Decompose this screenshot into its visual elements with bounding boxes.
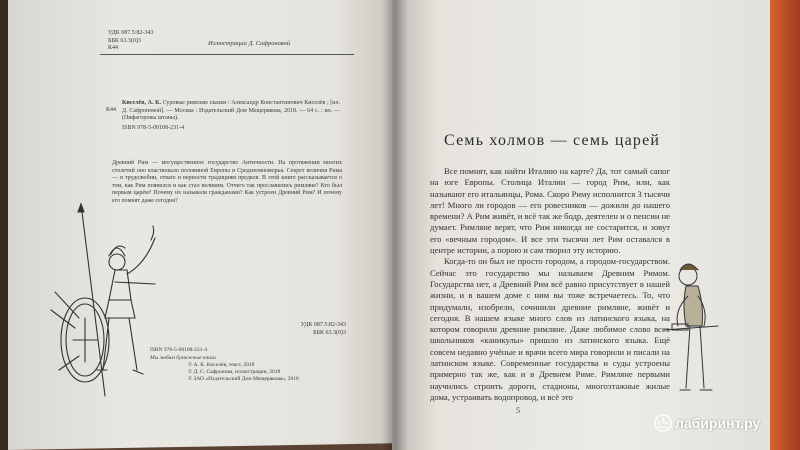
- page-number: 5: [516, 406, 520, 415]
- catalog-text: Суровые римские сказки / Александр Константинович Киселёв ; [ил. Д. Сафроновой]. — Москва : Издательский Дом Мещерякова, 2018. — 64 с. : ил. — (Пифагоровы штаны).: [122, 100, 341, 121]
- labirint-logo-icon: [654, 414, 672, 432]
- udk-line: УДК 087.5:82-343: [300, 322, 346, 328]
- udk-line: УДК 087.5:82-343: [108, 30, 154, 36]
- copyright-line: © А. К. Киселёв, текст, 2018: [188, 362, 255, 368]
- roman-warrior-illustration: [45, 200, 165, 400]
- udk-block-bottom: [276, 322, 346, 337]
- bbk-line: ББК 63.3(0)3: [108, 37, 141, 44]
- body-paragraph: Все помнят, как найти Италию на карте? Да, тот самый сапог на юге Европы. Столица Италии — город Рим, или, как называют его итальянцы, Рома. Скоро Риму исполнится 3 тысячи лет! Много ли городов — его ровесников — дожили до нашего времени? А Рим живёт, и всё так же бодр, деятелен и о пенсии не думает. Римляне верят, что Рим никогда не состарится, и зовут его «вечным городом». И все эти тысячи лет Рим оставался в центре истории, а порою и сам творил эту историю.: [430, 166, 670, 256]
- boy-illustration: [658, 250, 728, 400]
- bbk-line: ББК 63.3(0)3: [313, 329, 346, 336]
- catalog-code: К44: [106, 107, 117, 113]
- watermark: [654, 414, 760, 432]
- chapter-body: [430, 166, 670, 403]
- isbn-line: ISBN 978-5-00108-231-4: [150, 347, 207, 353]
- isbn-block: [150, 347, 270, 362]
- watermark-text: лабиринт.ру: [675, 415, 761, 431]
- book-gutter: [382, 0, 408, 450]
- catalog-record: [106, 100, 341, 132]
- illustrator-credit: Иллюстрации Д. Сафроновой: [208, 40, 291, 47]
- copyright-line: © ЗАО «Издательский Дом Мещерякова», 2018: [188, 376, 299, 382]
- book-annotation: Древний Рим — могущественное государство Античности. На протяжении многих столетий оно властвовало половиной Европы и Средиземноморья. Секрет величия Рима — в трудолюбии, отваге и верности традициям предков. В этой книге рассказывается о том, как Рим появился и как стал великим. Отчего так прославились римляне? Кто был первым царём? Почему их называли гражданами? Как устроен Древний Рим? И почему его помнят даже сегодня?: [112, 160, 342, 204]
- slogan-line: Мы любим бумажные книги: [150, 354, 216, 361]
- catalog-author: Киселёв, А. К.: [122, 100, 161, 106]
- catalog-isbn: ISBN 978-5-00108-231-4: [122, 124, 185, 131]
- chapter-title: Семь холмов — семь царей: [444, 132, 661, 149]
- body-paragraph: Когда-то он был не просто городом, а городом-государством. Сейчас это государство мы называем Древним Римом. Государства нет, а Древний Рим всё равно присутствует в нашей жизни, и в вашем доме с ним вы тоже встречаетесь. То, что придумали, изобрели, сочинили древние римляне, живёт и сегодня. В нашем языке много слов из латинского языка, на котором говорили древние римляне. Даже любимое слово всех школьников «каникулы» пришло из латинского языка. Ещё совсем недавно учёные и врачи всего мира говорили и писали на латинском языке. Современные государства и суды устроены примерно так же, как и в Древнем Риме. Римляне первыми научились строить дороги, стадионы, многоэтажные жилые дома, устраивать водопровод, и всё это: [430, 256, 670, 402]
- author-mark-line: К44: [108, 45, 119, 51]
- divider-line: [100, 54, 354, 55]
- copyright-block: [188, 362, 358, 383]
- copyright-line: © Д. С. Сафронова, иллюстрации, 2018: [188, 369, 281, 375]
- udk-block-top: [108, 30, 198, 53]
